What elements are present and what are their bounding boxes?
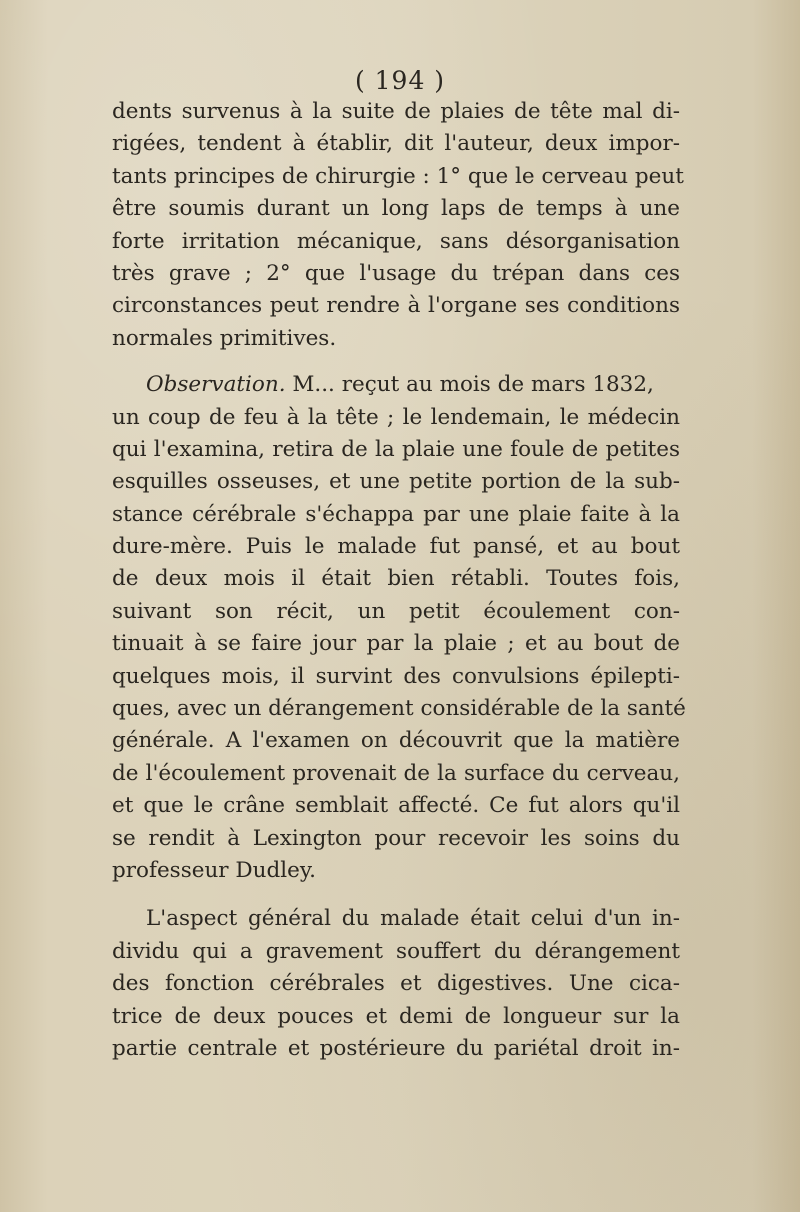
text-line: suivant son récit, un petit écoulement con- <box>112 598 680 624</box>
text-line-continued: M... reçut au mois de mars 1832, <box>285 372 654 398</box>
text-line: des fonction cérébrales et digestives. Une cica- <box>112 971 680 997</box>
text-line: L'aspect général du malade était celui d'un in- <box>146 906 680 932</box>
text-line: dure-mère. Puis le malade fut pansé, et au bout <box>112 534 680 560</box>
text-line: stance cérébrale s'échappa par une plaie faite à la <box>112 501 680 527</box>
text-line: tants principes de chirurgie : 1° que le cerveau peut <box>112 163 684 189</box>
text-line: esquilles osseuses, et une petite portion de la sub- <box>112 469 680 495</box>
text-line: professeur Dudley. <box>112 857 316 883</box>
text-line: normales primitives. <box>112 325 337 351</box>
text-line: dents survenus à la suite de plaies de tête mal di- <box>112 99 680 124</box>
text-line: très grave ; 2° que l'usage du trépan dans ces <box>112 260 680 286</box>
paragraph-3 <box>112 903 680 1065</box>
text-line: dividu qui a gravement souffert du dérangement <box>112 938 680 964</box>
text-line: rigées, tendent à établir, dit l'auteur, deux impor- <box>112 131 680 157</box>
text-line: ques, avec un dérangement considérable de la santé <box>112 696 686 722</box>
text-line: tinuait à se faire jour par la plaie ; et au bout de <box>112 631 680 657</box>
text-line: trice de deux pouces et demi de longueur sur la <box>112 1003 680 1029</box>
text-line: de l'écoulement provenait de la surface du cerveau, <box>112 760 680 786</box>
text-line: forte irritation mécanique, sans désorganisation <box>112 228 680 254</box>
text-line: se rendit à Lexington pour recevoir les soins du <box>112 825 680 851</box>
text-block <box>112 66 686 1065</box>
text-line: un coup de feu à la tête ; le lendemain, le médecin <box>112 404 680 430</box>
text-line: qui l'examina, retira de la plaie une foule de petites <box>112 436 680 462</box>
page-number: ( 194 ) <box>354 66 446 95</box>
text-line: et que le crâne semblait affecté. Ce fut alors qu'il <box>112 793 680 819</box>
paragraph-1 <box>112 96 684 355</box>
text-line: de deux mois il était bien rétabli. Toutes fois, <box>112 566 680 592</box>
paragraph-2 <box>112 369 686 887</box>
text-line: circonstances peut rendre à l'organe ses conditions <box>112 293 680 319</box>
text-line: être soumis durant un long laps de temps à une <box>112 196 680 222</box>
text-line: partie centrale et postérieure du pariétal droit in- <box>112 1035 680 1061</box>
observation-label: Observation. <box>146 372 286 398</box>
text-line: quelques mois, il survint des convulsions épilepti- <box>112 663 680 689</box>
text-line-observation <box>112 369 680 401</box>
text-line: générale. A l'examen on découvrit que la matière <box>112 728 680 754</box>
